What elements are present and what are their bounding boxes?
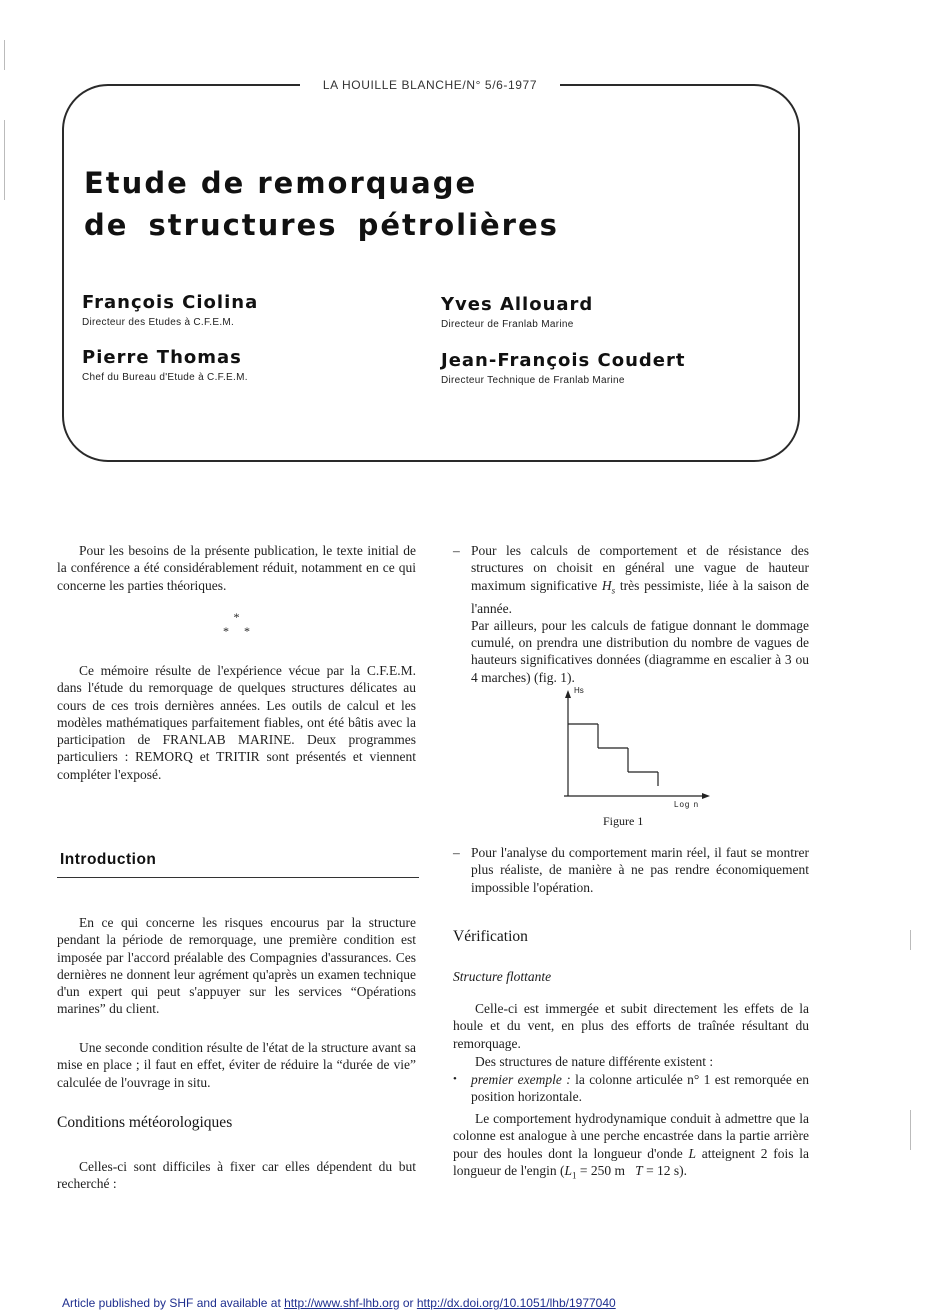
preface-paragraph: Pour les besoins de la présente publication, le texte initial de la conférence a été considérablement réduit, notamment en ce qui concerne les parties théoriques. [57,543,416,593]
dash-item-continuation: Par ailleurs, pour les calculs de fatigue donnant le dommage cumulé, on prendra une distribution du nombre de vagues de hauteurs significatives données (diagramme en escalier à 3 ou 4 marches) (fig. 1). [471,617,809,685]
equation-text: = 12 s). [642,1162,688,1178]
author-block [82,292,258,328]
author-affiliation: Directeur des Etudes à C.F.E.M. [82,317,235,328]
article-title [84,162,559,246]
symbol-subscript: s [611,585,616,596]
meteo-heading: Conditions météorologiques [57,1114,233,1131]
example-text: la colonne articulée n° 1 est remorquée en position horizontale. [471,1072,809,1105]
symbol-l: L [688,1145,696,1161]
dash-item-text: Pour les calculs de comportement et de résistance des structures on choisit en général une vague de hauteur maximum significative [471,543,809,593]
x-axis-arrow [702,793,710,799]
figure-caption: Figure 1 [603,814,644,828]
dash-item-text: Pour l'analyse du comportement marin réel, il faut se montrer plus réaliste, de manière à ne pas rendre économiquement impossible l'opération. [471,845,809,895]
author-name: Pierre Thomas [82,347,242,368]
example-label: premier exemple : [471,1072,571,1087]
section-separator [57,610,416,638]
bullet-marker: • [453,1073,457,1085]
introduction-heading: Introduction [60,851,157,868]
dash-item-2 [453,844,809,896]
example-item [453,1071,809,1106]
dash-item-1 [453,542,809,617]
heading-rule [57,877,419,878]
symbol-t: T [635,1162,643,1178]
author-name: Yves Allouard [441,294,594,315]
floating-paragraph: Celle-ci est immergée et subit directement les effets de la houle et du vent, en plus des efforts de traînée résultant du remorquage. [453,1001,809,1051]
author-block [441,350,685,386]
figure-1 [556,686,716,816]
header-frame [62,84,800,462]
scan-mark [4,40,5,70]
y-axis-label: Hs [574,686,584,695]
symbol-h: H [601,577,612,593]
list-item [453,542,809,686]
intro-paragraph-2: Une seconde condition résulte de l'état de la structure avant sa mise en place ; il faut en effet, éviter de réduire la “durée de vie” calculée de l'ouvrage in situ. [57,1040,416,1090]
list-item [453,844,809,896]
list-item [453,1071,809,1106]
footer-attribution [62,1296,616,1310]
paragraph-text: atteignent 2 fois la longueur de l'engin ( [453,1145,809,1178]
scan-mark [910,1110,911,1150]
intro-paragraph-1: En ce qui concerne les risques encourus par la structure pendant la période de remorquage, une première condition est imposée par l'accord préalable des Compagnies d'assurances. Ces dernières ne donnent leur agrément qu'après un examen technique d'un expert qui peut s'appuyer sur les services “Opérations marines” du client. [57,915,416,1017]
meteo-paragraph: Celles-ci sont difficiles à fixer car elles dépendent du but recherché : [57,1159,416,1192]
scan-mark [4,120,5,200]
verification-heading: Vérification [453,928,528,945]
abstract-paragraph: Ce mémoire résulte de l'expérience vécue par la C.F.E.M. dans l'étude du remorquage de quelques structures délicates au cours de ces trois dernières années. Les outils de calcul et les modèles mathématiques parfaitement fiables, ont été bâtis avec la participation de FRANLAB MARINE. Deux programmes particuliers : REMORQ et TRITIR sont présentés et viennent compléter l'exposé. [57,663,416,782]
behaviour-paragraph [453,1110,809,1185]
author-name: François Ciolina [82,292,259,313]
star-bottom: * * [223,624,250,638]
symbol-subscript: 1 [572,1170,577,1181]
doi-link[interactable]: http://dx.doi.org/10.1051/lhb/1977040 [416,1296,616,1310]
footer-text: or [399,1296,417,1310]
subsection-heading: Structure flottante [453,969,552,984]
paragraph-text: Le comportement hydrodynamique conduit à admettre que la colonne est analogue à une perche encastrée dans la partie arrière pour des houles dont la longueur d'onde [453,1111,809,1161]
footer-text: Article published by SHF and available at [62,1296,285,1310]
author-affiliation: Directeur Technique de Franlab Marine [441,375,625,386]
structures-paragraph: Des structures de nature différente existent : [475,1054,714,1069]
star-top: * [233,610,240,624]
author-block [82,347,248,383]
dash-item-text: très pessimiste, liée à la saison de l'année. [471,577,809,616]
journal-reference: LA HOUILLE BLANCHE/N° 5/6-1977 [300,75,560,95]
author-name: Jean-François Coudert [441,350,686,371]
author-block [441,294,593,330]
equation-text: = 250 m [576,1162,636,1178]
y-axis-arrow [565,690,571,698]
symbol-l1: L [564,1162,573,1178]
author-affiliation: Chef du Bureau d'Etude à C.F.E.M. [82,372,248,383]
author-affiliation: Directeur de Franlab Marine [441,319,574,330]
title-line-1: Etude de remorquage [84,166,478,200]
dash-marker: – [453,845,460,860]
staircase-diagram [556,686,716,816]
shf-link[interactable]: http://www.shf-lhb.org [284,1296,400,1310]
scan-mark [910,930,911,950]
title-line-2: de structures pétrolières [84,208,559,242]
dash-marker: – [453,543,460,558]
x-axis-label: Log n [674,800,700,809]
